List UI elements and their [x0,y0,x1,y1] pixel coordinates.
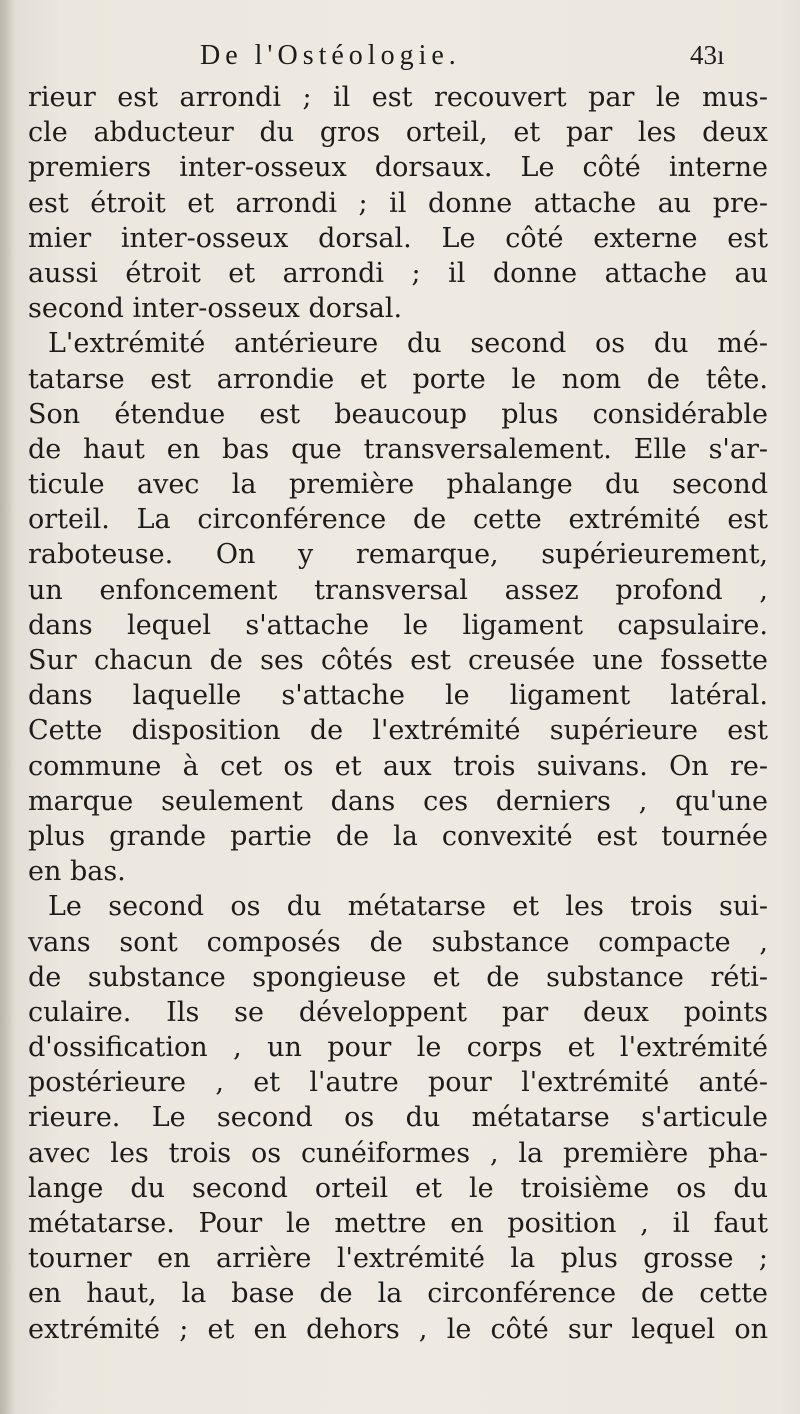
text-line: culaire. Ils se développent par deux points [28,996,768,1028]
text-line: métatarse. Pour le mettre en position , il faut [28,1208,768,1239]
text-line: rieur est arrondi ; il est recouvert par le mus- [28,82,768,113]
text-line: d'ossification , un pour le corps et l'extrémité [28,1032,768,1064]
text-line: extrémité ; et en dehors , le côté sur lequel on [28,1313,768,1345]
text-line: Son étendue est beaucoup plus considérable [28,398,768,430]
text-line: de haut en bas que transversalement. Elle s'ar- [28,433,768,465]
text-line: second inter-osseux dorsal. [28,293,403,325]
text-line: est étroit et arrondi ; il donne attache au pre- [28,187,768,219]
text-line: dans laquelle s'attache le ligament latéral. [28,680,768,712]
text-line: vans sont composés de substance compacte , [28,926,768,958]
text-line: plus grande partie de la convexité est tournée [28,820,768,852]
text-line: tatarse est arrondie et porte le nom de tête. [28,363,768,395]
text-line: aussi étroit et arrondi ; il donne attache au [28,257,768,289]
text-line: Sur chacun de ses côtés est creusée une fossette [28,645,768,676]
text-line: rieure. Le second os du métatarse s'articule [28,1102,768,1134]
paragraph-start: L'extrémité antérieure du second os du mé- [48,328,768,360]
text-line: Cette disposition de l'extrémité supérieure est [28,715,768,747]
text-line: postérieure , et l'autre pour l'extrémité anté- [28,1067,768,1099]
text-line: marque seulement dans ces derniers , qu'une [28,785,768,817]
text-line: avec les trois os cunéiformes , la première pha- [28,1137,768,1169]
paragraph-start: Le second os du métatarse et les trois sui- [48,891,768,923]
text-line: mier inter-osseux dorsal. Le côté externe est [28,222,768,254]
text-line: premiers inter-osseux dorsaux. Le côté interne [28,152,768,184]
text-line: raboteuse. On y remarque, supérieurement, [28,539,768,571]
text-line: un enfoncement transversal assez profond , [28,574,768,606]
body-text [28,80,768,1347]
running-head: De l'Ostéologie. [200,40,461,71]
text-line: commune à cet os et aux trois suivans. On re- [28,750,768,782]
text-line: ticule avec la première phalange du second [28,469,768,501]
spine-shadow [0,0,14,1414]
text-line: tourner en arrière l'extrémité la plus grosse ; [28,1243,768,1275]
text-line: lange du second orteil et le troisième os du [28,1172,768,1204]
text-line: cle abducteur du gros orteil, et par les deux [28,117,768,149]
text-line: en haut, la base de la circonférence de cette [28,1278,768,1310]
text-line: en bas. [28,856,126,888]
page-number: 43ı [690,40,725,70]
text-line: orteil. La circonférence de cette extrémité est [28,504,768,536]
text-line: de substance spongieuse et de substance réti- [28,961,768,993]
text-line: dans lequel s'attache le ligament capsulaire. [28,609,768,641]
